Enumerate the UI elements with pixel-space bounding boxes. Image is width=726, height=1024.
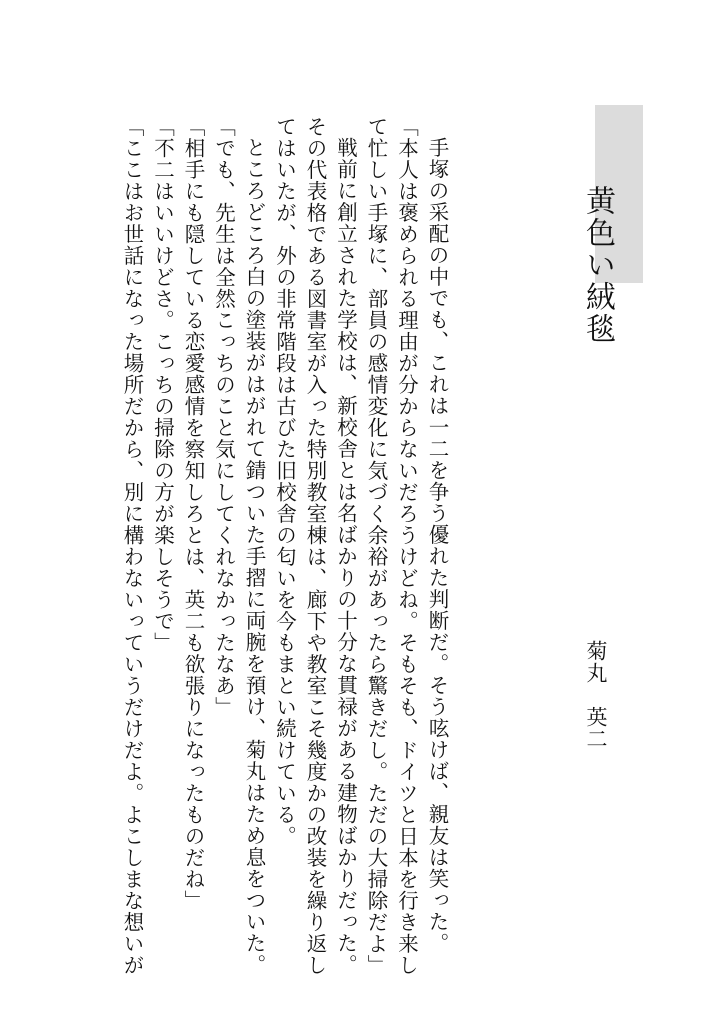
text-line: ところどころ白の塗装がはがれて錆ついた手摺に両腕を預け、菊丸はため息をついた。 [242,136,266,975]
text-line: 手塚の采配の中でも、これは一二を争う優れた判断だ。そう呟けば、親友は笑った。 [425,136,449,954]
story-title: 黄色い絨毯 [580,185,615,345]
text-line: 「相手にも隠している恋愛感情を察知しろとは、英二も欲張りになったものだね」 [181,116,205,912]
text-line: てはいたが、外の非常階段は古びた旧校舎の匂いを今もまとい続けている。 [272,116,297,847]
author-name: 菊丸 英二 [584,640,608,750]
text-line: 「不二はいいけどさ。こっちの掃除の方が楽しそうで」 [150,116,175,654]
text-line: 「ここはお世話になった場所だから、別に構わないっていうだけだよ。よこしまな想いが [120,116,144,976]
text-line: その代表格である図書室が入った特別教室棟は、廊下や教室こそ幾度かの改装を繰り返し [303,116,327,976]
text-line: 「でも、先生は全然こっちのこと気にしてくれなかったなあ」 [211,116,236,718]
text-line: て忙しい手塚に、部員の感情変化に気づく余裕があったら驚きだし。ただの大掃除だよ」 [364,116,388,976]
text-line: 「本人は褒められる理由が分からないだろうけどね。そもそも、ドイツと日本を行き来し [394,116,419,976]
body-text [117,116,453,976]
text-line: 戦前に創立された学校は、新校舎とは名ばかりの十分な貫禄がある建物ばかりだった。 [333,136,358,975]
